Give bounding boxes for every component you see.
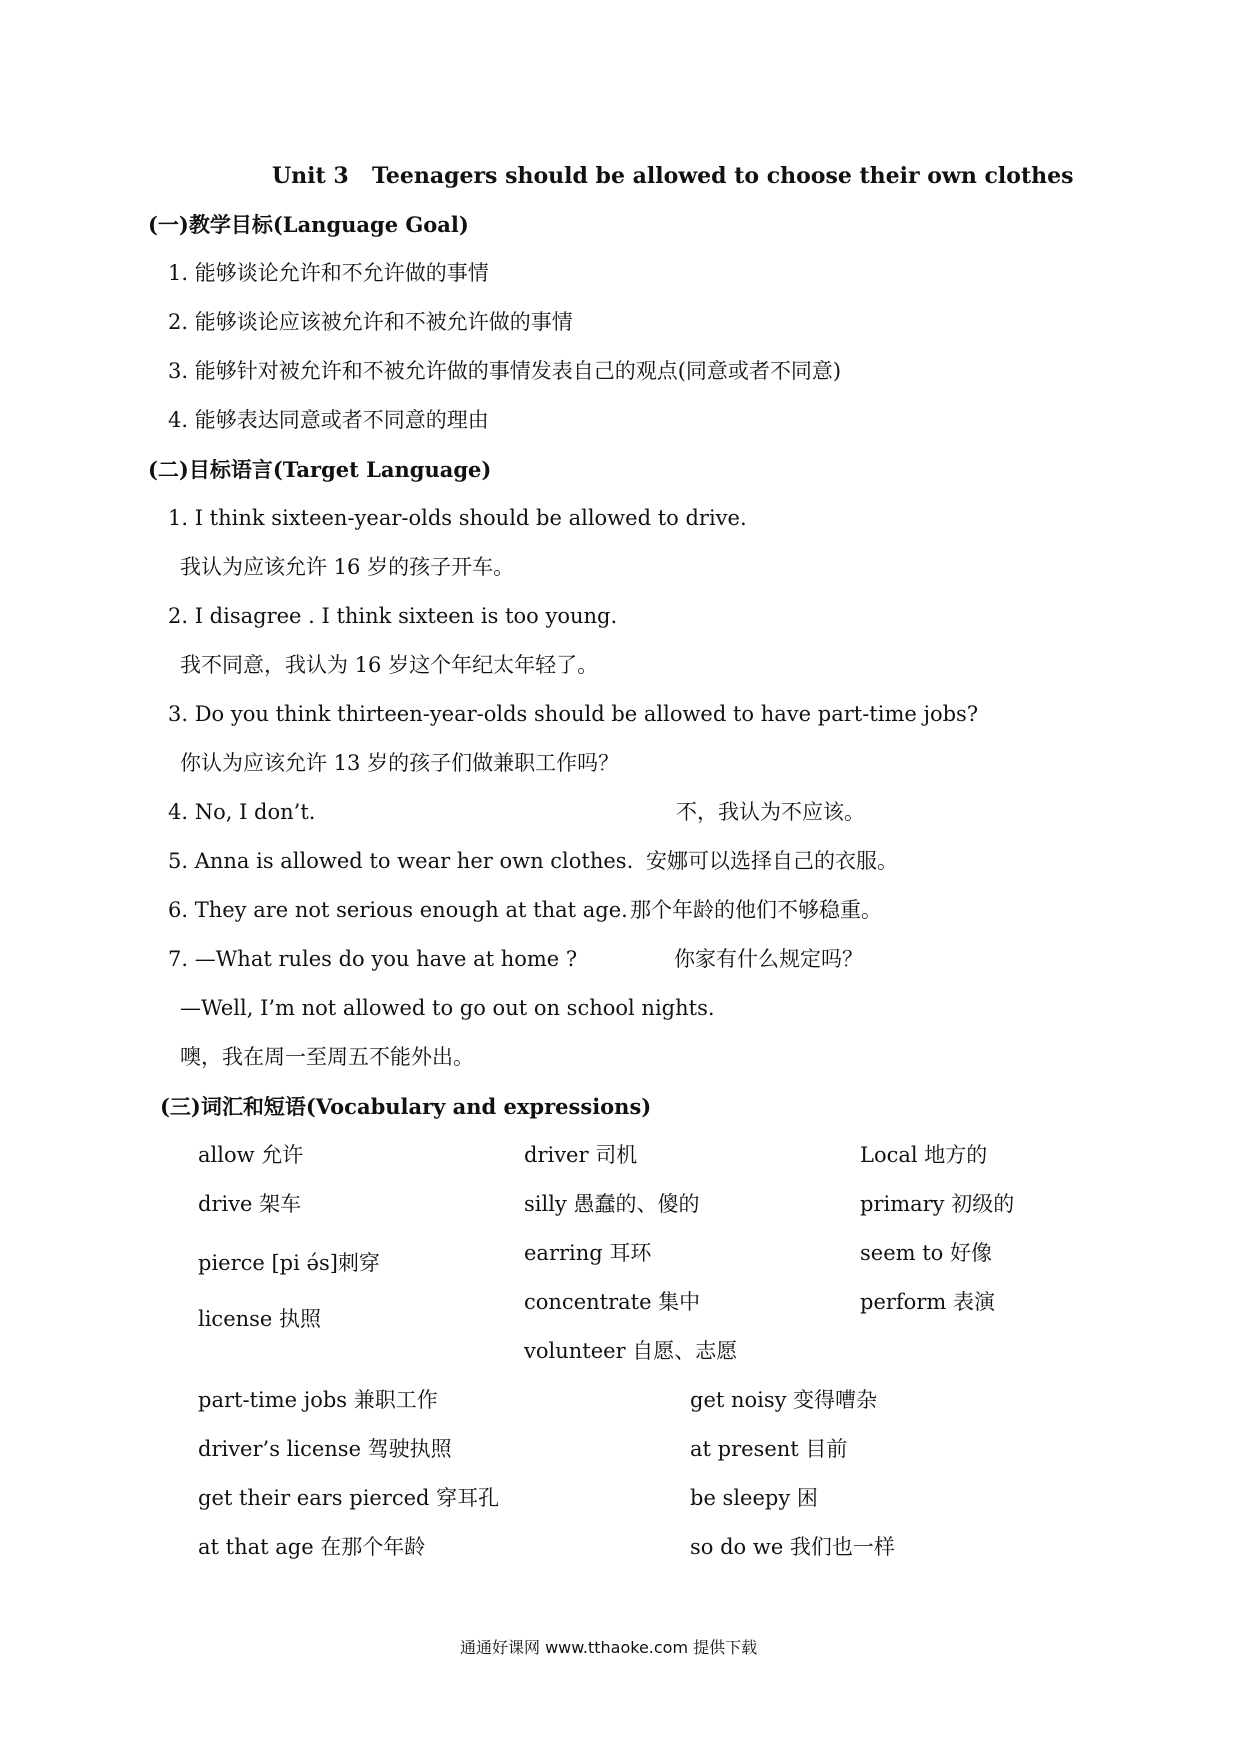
- goal-item: 4. 能够表达同意或者不同意的理由: [168, 408, 489, 432]
- sentence-chinese: 你认为应该允许 13 岁的孩子们做兼职工作吗？: [180, 751, 620, 775]
- vocab-item: perform 表演: [860, 1290, 995, 1314]
- vocab-item: allow 允许: [198, 1143, 304, 1167]
- section-heading-vocabulary: (三)词汇和短语(Vocabulary and expressions): [160, 1094, 652, 1119]
- vocab-item: Local 地方的: [860, 1143, 988, 1167]
- vocab-item: pierce [pi ə́s]刺穿: [198, 1251, 380, 1275]
- goal-item: 3. 能够针对被允许和不被允许做的事情发表自己的观点(同意或者不同意): [168, 359, 842, 383]
- unit-label: Unit 3: [272, 163, 349, 189]
- sentence-english: 5. Anna is allowed to wear her own clothes.: [168, 849, 634, 873]
- vocab-item: primary 初级的: [860, 1192, 1015, 1216]
- sentence-chinese: 我不同意，我认为 16 岁这个年纪太年轻了。: [180, 653, 599, 677]
- goal-item: 2. 能够谈论应该被允许和不被允许做的事情: [168, 310, 573, 334]
- sentence-chinese: 噢，我在周一至周五不能外出。: [180, 1045, 474, 1069]
- sentence-chinese: 安娜可以选择自己的衣服。: [646, 849, 898, 873]
- sentence-english: —Well, I’m not allowed to go out on school nights.: [180, 996, 715, 1020]
- phrase-item: at present 目前: [690, 1437, 848, 1461]
- phrase-item: be sleepy 困: [690, 1486, 818, 1510]
- vocab-item: drive 架车: [198, 1192, 302, 1216]
- phrase-item: driver’s license 驾驶执照: [198, 1437, 452, 1461]
- phrase-item: get their ears pierced 穿耳孔: [198, 1486, 500, 1510]
- sentence-english: 4. No, I don’t.: [168, 800, 316, 824]
- footer-download-note: 通通好课网 www.tthaoke.com 提供下载: [460, 1638, 758, 1657]
- sentence-english: 3. Do you think thirteen-year-olds should be allowed to have part-time jobs?: [168, 702, 979, 726]
- sentence-english: 2. I disagree . I think sixteen is too young.: [168, 604, 618, 628]
- sentence-english: 7. —What rules do you have at home ?: [168, 947, 578, 971]
- phrase-item: part-time jobs 兼职工作: [198, 1388, 438, 1412]
- section-heading-language-goal: (一)教学目标(Language Goal): [148, 212, 469, 237]
- sentence-english: 1. I think sixteen-year-olds should be allowed to drive.: [168, 506, 747, 530]
- section-heading-target-language: (二)目标语言(Target Language): [148, 457, 492, 482]
- vocab-item: earring 耳环: [524, 1241, 652, 1265]
- vocab-item: silly 愚蠢的、傻的: [524, 1192, 700, 1216]
- phrase-item: at that age 在那个年龄: [198, 1535, 426, 1559]
- phrase-item: so do we 我们也一样: [690, 1535, 895, 1559]
- vocab-item: concentrate 集中: [524, 1290, 701, 1314]
- sentence-chinese: 我认为应该允许 16 岁的孩子开车。: [180, 555, 515, 579]
- phrase-item: get noisy 变得嘈杂: [690, 1388, 878, 1412]
- sentence-chinese: 那个年龄的他们不够稳重。: [630, 898, 882, 922]
- page-title: Teenagers should be allowed to choose their own clothes: [372, 163, 1074, 189]
- vocab-item: volunteer 自愿、志愿: [524, 1339, 738, 1363]
- vocab-item: seem to 好像: [860, 1241, 992, 1265]
- vocab-item: license 执照: [198, 1307, 322, 1331]
- sentence-english: 6. They are not serious enough at that age.: [168, 898, 628, 922]
- sentence-chinese: 不，我认为不应该。: [676, 800, 865, 824]
- goal-item: 1. 能够谈论允许和不允许做的事情: [168, 261, 489, 285]
- sentence-chinese: 你家有什么规定吗？: [674, 947, 863, 971]
- vocab-item: driver 司机: [524, 1143, 638, 1167]
